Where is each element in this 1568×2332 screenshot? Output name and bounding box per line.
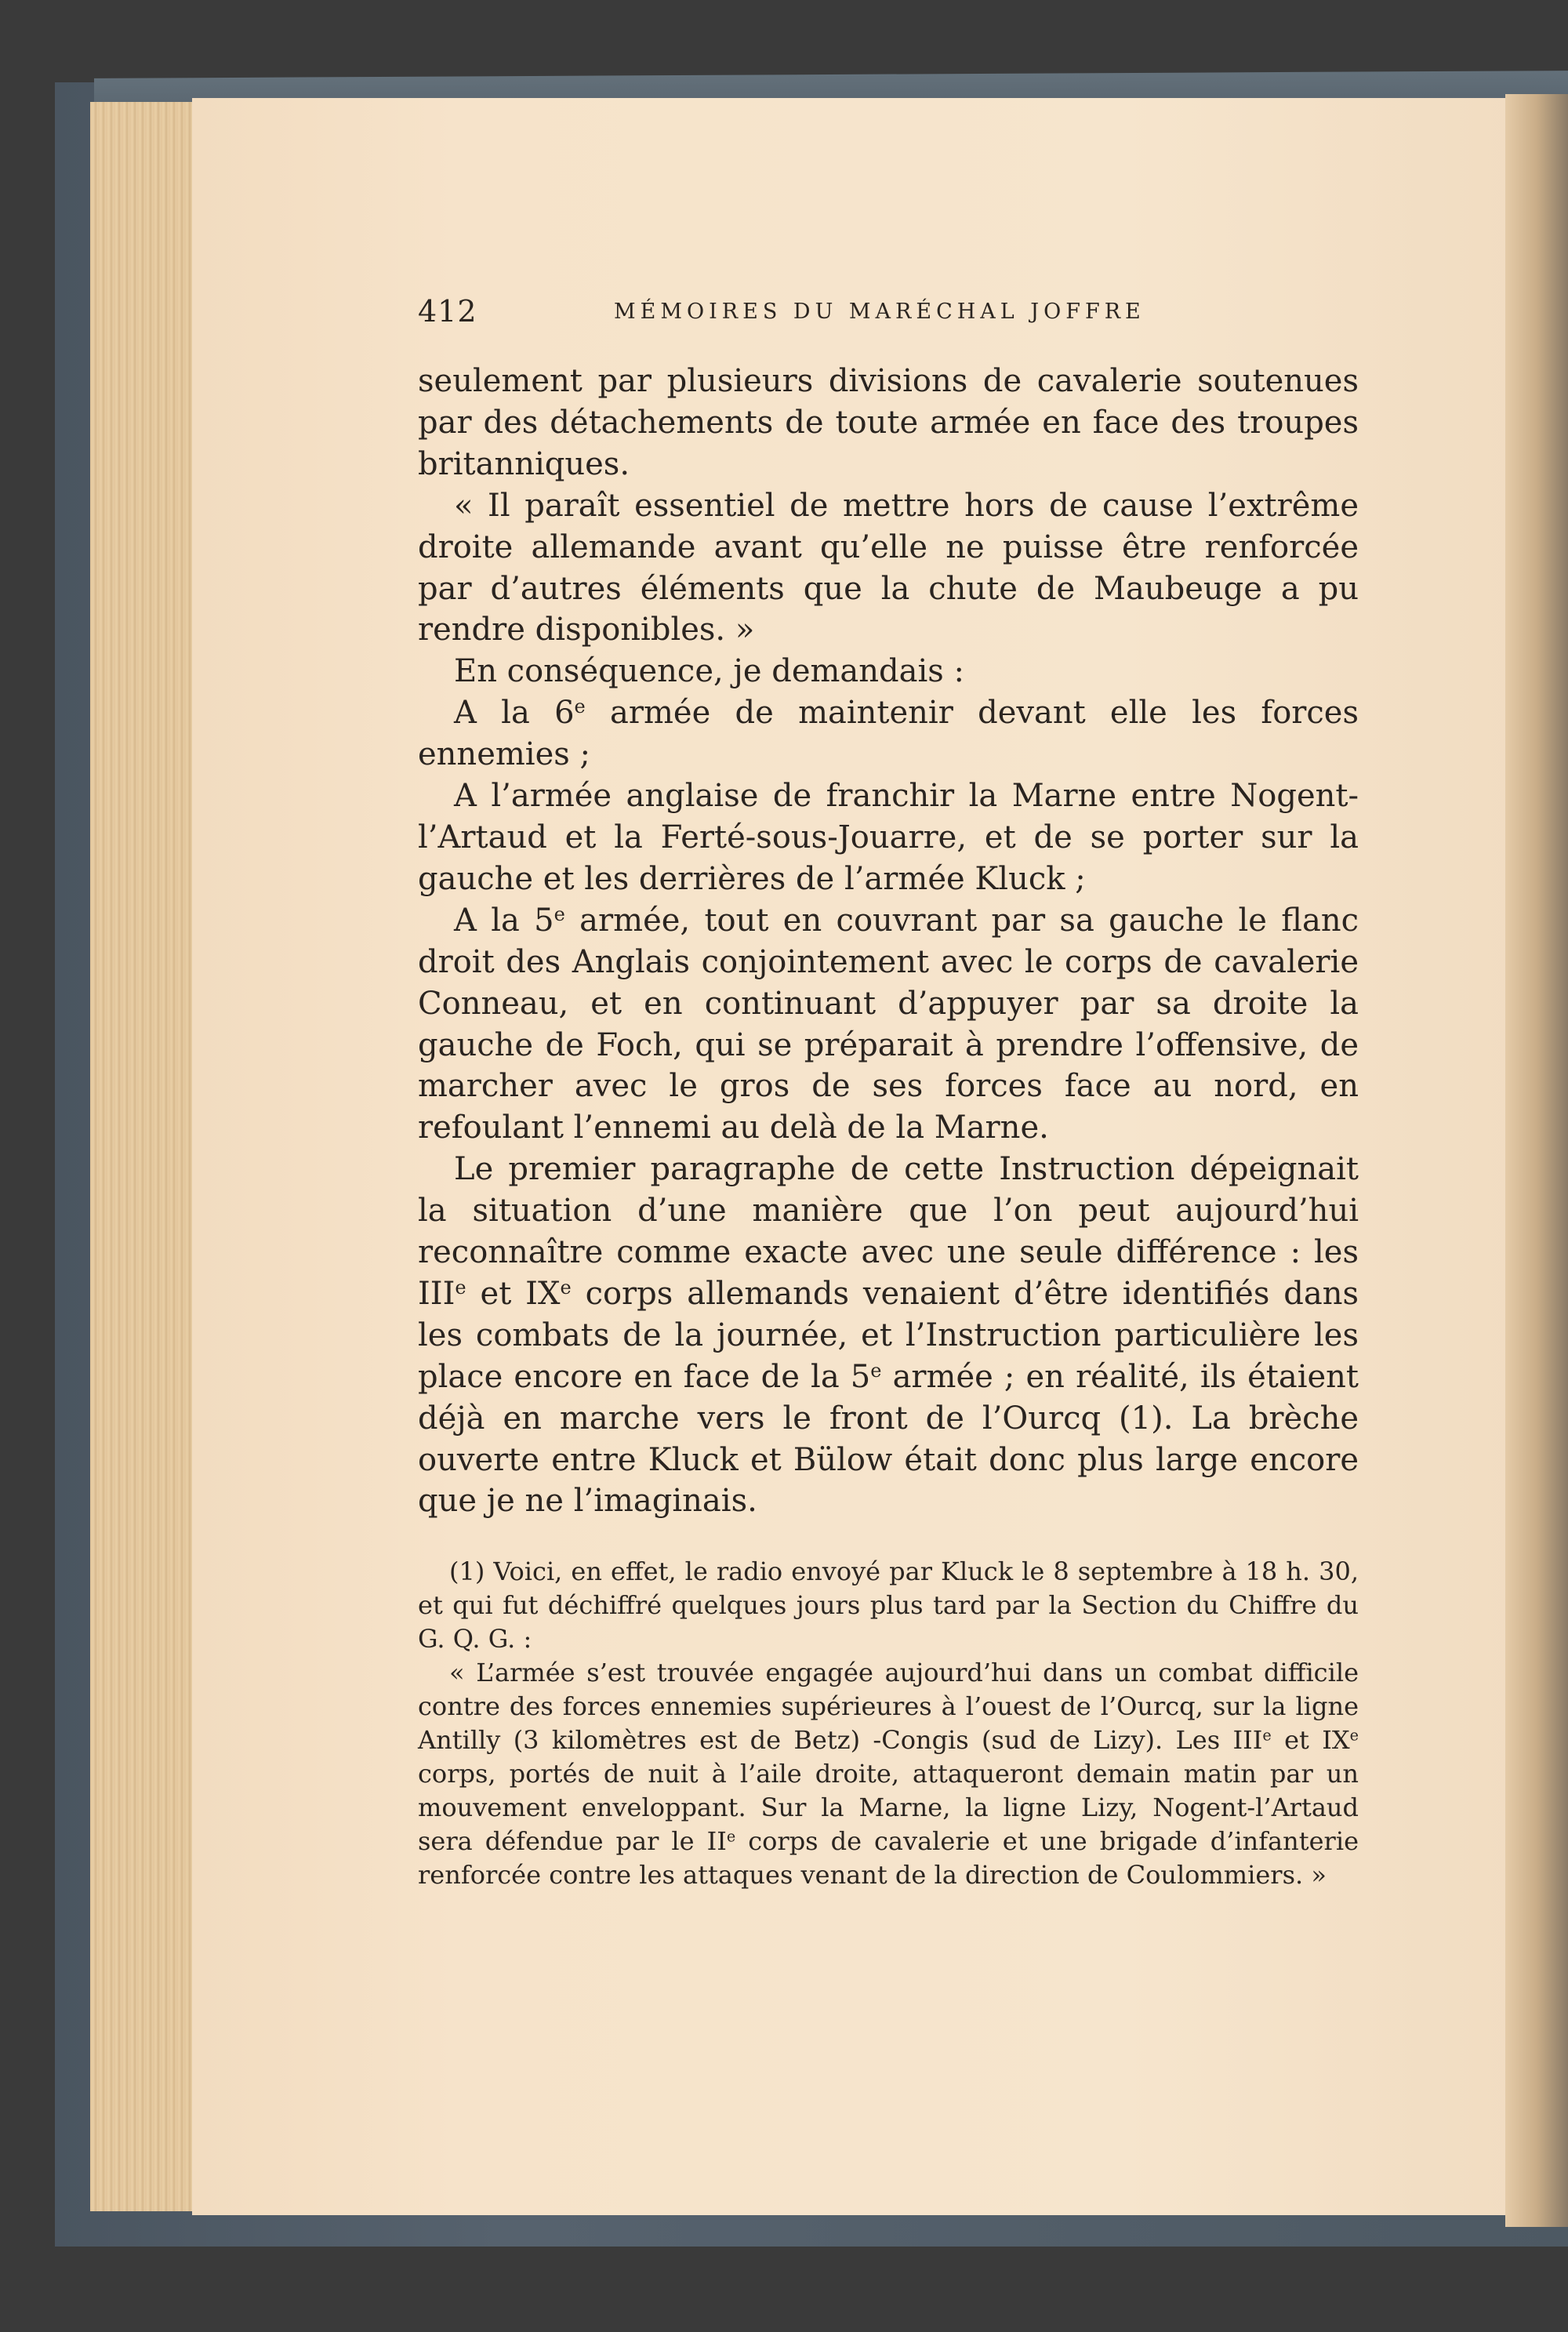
superscript-e: e [455,1276,466,1299]
footnote-1: (1) Voici, en effet, le radio envoyé par Kluck le 8 septembre à 18 h. 30, et qui fut déchiffré quelques jours plus tard par la Section du Chiffre du G. Q. G. : [418,1556,1359,1654]
running-title: MÉMOIRES DU MARÉCHAL JOFFRE [614,300,1145,324]
superscript-e: e [726,1827,736,1846]
paragraph-7-part-2: et IX [466,1275,561,1312]
page-number: 412 [418,294,477,329]
superscript-e: e [1349,1726,1359,1745]
superscript-e: e [1262,1726,1272,1745]
paragraph-1: seulement par plusieurs divisions de cavalerie soutenues par des détachements de toute armée en face des troupes britanniques. [418,363,1359,482]
paragraph-4-part-2: armée de maintenir devant elle les forces ennemies ; [418,695,1359,773]
footnotes [418,1555,1359,1892]
page-edges [90,102,200,2211]
superscript-e: e [870,1359,882,1382]
paragraph-7-part-1: Le premier paragraphe de cette Instruction dépeignait la situation d’une manière que l’on peut aujourd’hui reconnaître comme exacte avec une seule différence : les III [418,1151,1359,1312]
main-text [418,361,1359,1522]
book-gutter [1505,94,1568,2227]
paragraph-6-part-1: A la 5 [454,902,554,939]
superscript-e: e [554,903,565,925]
paragraph-5: A l’armée anglaise de franchir la Marne entre Nogent-l’Artaud et la Ferté-sous-Jouarre, et de se porter sur la gauche et les derrières de l’armée Kluck ; [418,778,1359,897]
footnote-quote [418,1656,1359,1892]
paragraph-7-part-3: corps allemands venaient d’être identifiés dans les combats de la journée, et l’Instruction particulière les place encore en face de la 5 [418,1275,1359,1395]
superscript-e: e [560,1276,572,1299]
paragraph-6 [418,900,1359,1149]
paragraph-7-part-4: armée ; en réalité, ils étaient déjà en marche vers le front de l’Ourcq (1). La brèche ouverte entre Kluck et Bülow était donc plus large encore que je ne l’imaginais. [418,1358,1359,1520]
paragraph-4 [418,692,1359,776]
paragraph-7 [418,1149,1359,1522]
paragraph-3: En conséquence, je demandais : [454,653,964,690]
paragraph-2: « Il paraît essentiel de mettre hors de cause l’extrême droite allemande avant qu’elle ne puisse être renforcée par d’autres éléments que la chute de Maubeuge a pu rendre disponibles. » [418,487,1359,648]
superscript-e: e [574,696,586,718]
footnote-quote-part-2: et IX [1271,1725,1350,1755]
page-header [418,294,1359,341]
paragraph-4-part-1: A la 6 [454,695,575,732]
footnote-quote-part-4: corps de cavalerie et une brigade d’infanterie renforcée contre les attaques venant de la direction de Coulommiers. » [418,1826,1359,1890]
footnote-quote-part-1: « L’armée s’est trouvée engagée aujourd’hui dans un combat difficile contre des forces ennemies supérieures à l’ouest de l’Ourcq, sur la ligne Antilly (3 kilomètres est de Betz) -Congis (sud de Lizy). Les III [418,1658,1359,1755]
paragraph-6-part-2: armée, tout en couvrant par sa gauche le flanc droit des Anglais conjointement avec le corps de cavalerie Conneau, et en continuant d’appuyer par sa droite la gauche de Foch, qui se préparait à prendre l’offensive, de marcher avec le gros de ses forces face au nord, en refoulant l’ennemi au delà de la Marne. [418,902,1359,1146]
footnote-quote-part-3: corps, portés de nuit à l’aile droite, attaqueront demain matin par un mouvement enveloppant. Sur la Marne, la ligne Lizy, Nogent-l’Artaud sera défendue par le II [418,1759,1359,1856]
